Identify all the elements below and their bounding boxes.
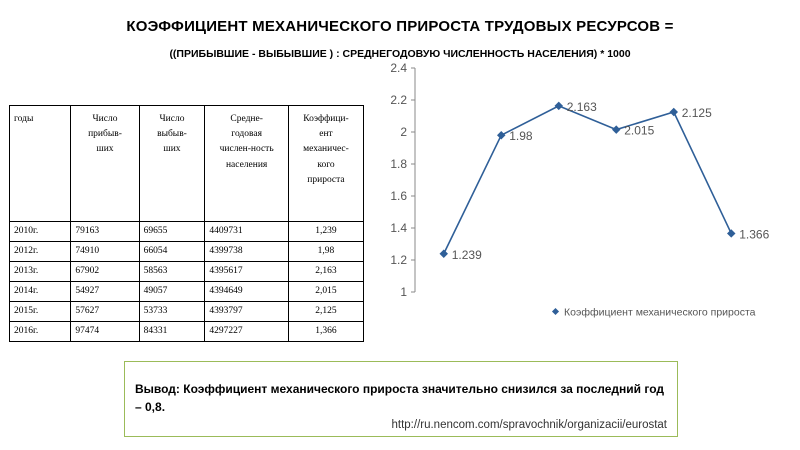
data-label: 2.163 [566, 99, 597, 114]
y-tick-label: 2.2 [390, 93, 407, 107]
table-header-row [10, 106, 364, 222]
table-cell: 69655 [139, 222, 205, 242]
table-cell: 4393797 [205, 302, 289, 322]
data-label: 2.015 [624, 123, 655, 138]
table-header-line: выбыв- [157, 129, 187, 140]
table-row [10, 302, 364, 322]
table-row [10, 322, 364, 342]
table-header-line: числен-ность [219, 144, 274, 155]
table-cell-year: 2014г. [10, 282, 71, 302]
table-header-line: Число [159, 114, 185, 124]
data-point [497, 131, 505, 139]
y-tick-label: 1.6 [390, 189, 407, 203]
y-tick-label: 1 [400, 285, 407, 299]
y-tick-label: 2.4 [390, 61, 407, 75]
table-header-line: Коэффици- [303, 114, 349, 124]
table-cell-year: 2015г. [10, 302, 71, 322]
source-url: http://ru.nencom.com/spravochnik/organizacii/eurostat [391, 419, 667, 431]
table-header-cell [205, 106, 289, 222]
table-header-line: кого [317, 159, 335, 170]
data-point [555, 102, 563, 110]
data-label: 1.366 [739, 227, 770, 242]
line-chart [375, 60, 790, 325]
table-row [10, 242, 364, 262]
y-tick-label: 1.4 [390, 221, 407, 235]
table-header-line: прироста [307, 174, 345, 185]
table-cell: 4399738 [205, 242, 289, 262]
table-row [10, 282, 364, 302]
table-header-line: ших [163, 144, 181, 155]
table-cell: 54927 [71, 282, 139, 302]
page-title: КОЭФФИЦИЕНТ МЕХАНИЧЕСКОГО ПРИРОСТА ТРУДОВЫХ РЕСУРСОВ = [126, 18, 674, 35]
table-header-line: прибыв- [88, 129, 122, 140]
table-header-line: механичес- [303, 144, 349, 155]
y-tick-label: 1.8 [390, 157, 407, 171]
table-cell: 66054 [139, 242, 205, 262]
table-header-line: ших [96, 144, 114, 155]
data-point [612, 125, 620, 133]
data-point [670, 108, 678, 116]
table-header-line: годы [14, 114, 34, 124]
table-cell-year: 2012г. [10, 242, 71, 262]
table-header-line: годовая [231, 129, 262, 140]
table-header-cell [10, 106, 71, 222]
table-cell: 1,239 [288, 222, 363, 242]
table-cell: 4409731 [205, 222, 289, 242]
table-cell: 79163 [71, 222, 139, 242]
table-header-cell [71, 106, 139, 222]
table-cell: 4395617 [205, 262, 289, 282]
formula-subtitle: ((ПРИБЫВШИЕ - ВЫБЫВШИЕ ) : СРЕДНЕГОДОВУЮ ЧИСЛЕННОСТЬ НАСЕЛЕНИЯ) * 1000 [169, 48, 631, 60]
legend-label: Коэффициент механического прироста [564, 306, 756, 319]
table-cell: 4297227 [205, 322, 289, 342]
table-cell: 1,366 [288, 322, 363, 342]
legend-marker [552, 308, 559, 315]
y-tick-label: 2 [400, 125, 407, 139]
table-header-cell [139, 106, 205, 222]
data-point [727, 229, 735, 237]
table-cell: 4394649 [205, 282, 289, 302]
table-cell-year: 2013г. [10, 262, 71, 282]
table-header-line: населения [225, 159, 268, 170]
table-row [10, 262, 364, 282]
data-label: 1.239 [451, 247, 482, 262]
y-tick-label: 1.2 [390, 253, 407, 267]
table-cell-year: 2010г. [10, 222, 71, 242]
series-line [444, 106, 732, 254]
data-table [9, 105, 364, 342]
table-cell: 2,015 [288, 282, 363, 302]
table-cell-year: 2016г. [10, 322, 71, 342]
table-body [10, 222, 364, 342]
table-cell: 74910 [71, 242, 139, 262]
table-cell: 84331 [139, 322, 205, 342]
table-header-line: Число [92, 114, 118, 124]
data-label: 1.98 [509, 129, 533, 144]
data-point [440, 250, 448, 258]
table-cell: 53733 [139, 302, 205, 322]
table-header-cell [288, 106, 363, 222]
table-cell: 2,125 [288, 302, 363, 322]
data-label: 2.125 [681, 106, 712, 120]
table-cell: 57627 [71, 302, 139, 322]
table-header-line: ент [319, 129, 333, 140]
conclusion-box [124, 361, 678, 437]
table-row [10, 222, 364, 242]
table-cell: 58563 [139, 262, 205, 282]
table-cell: 97474 [71, 322, 139, 342]
table-header-line: Средне- [230, 114, 263, 124]
table-cell: 67902 [71, 262, 139, 282]
conclusion-text: Вывод: Коэффициент механического прироста значительно снизился за последний год – 0,8. [135, 382, 664, 414]
table-cell: 49057 [139, 282, 205, 302]
table-cell: 1,98 [288, 242, 363, 262]
table-cell: 2,163 [288, 262, 363, 282]
